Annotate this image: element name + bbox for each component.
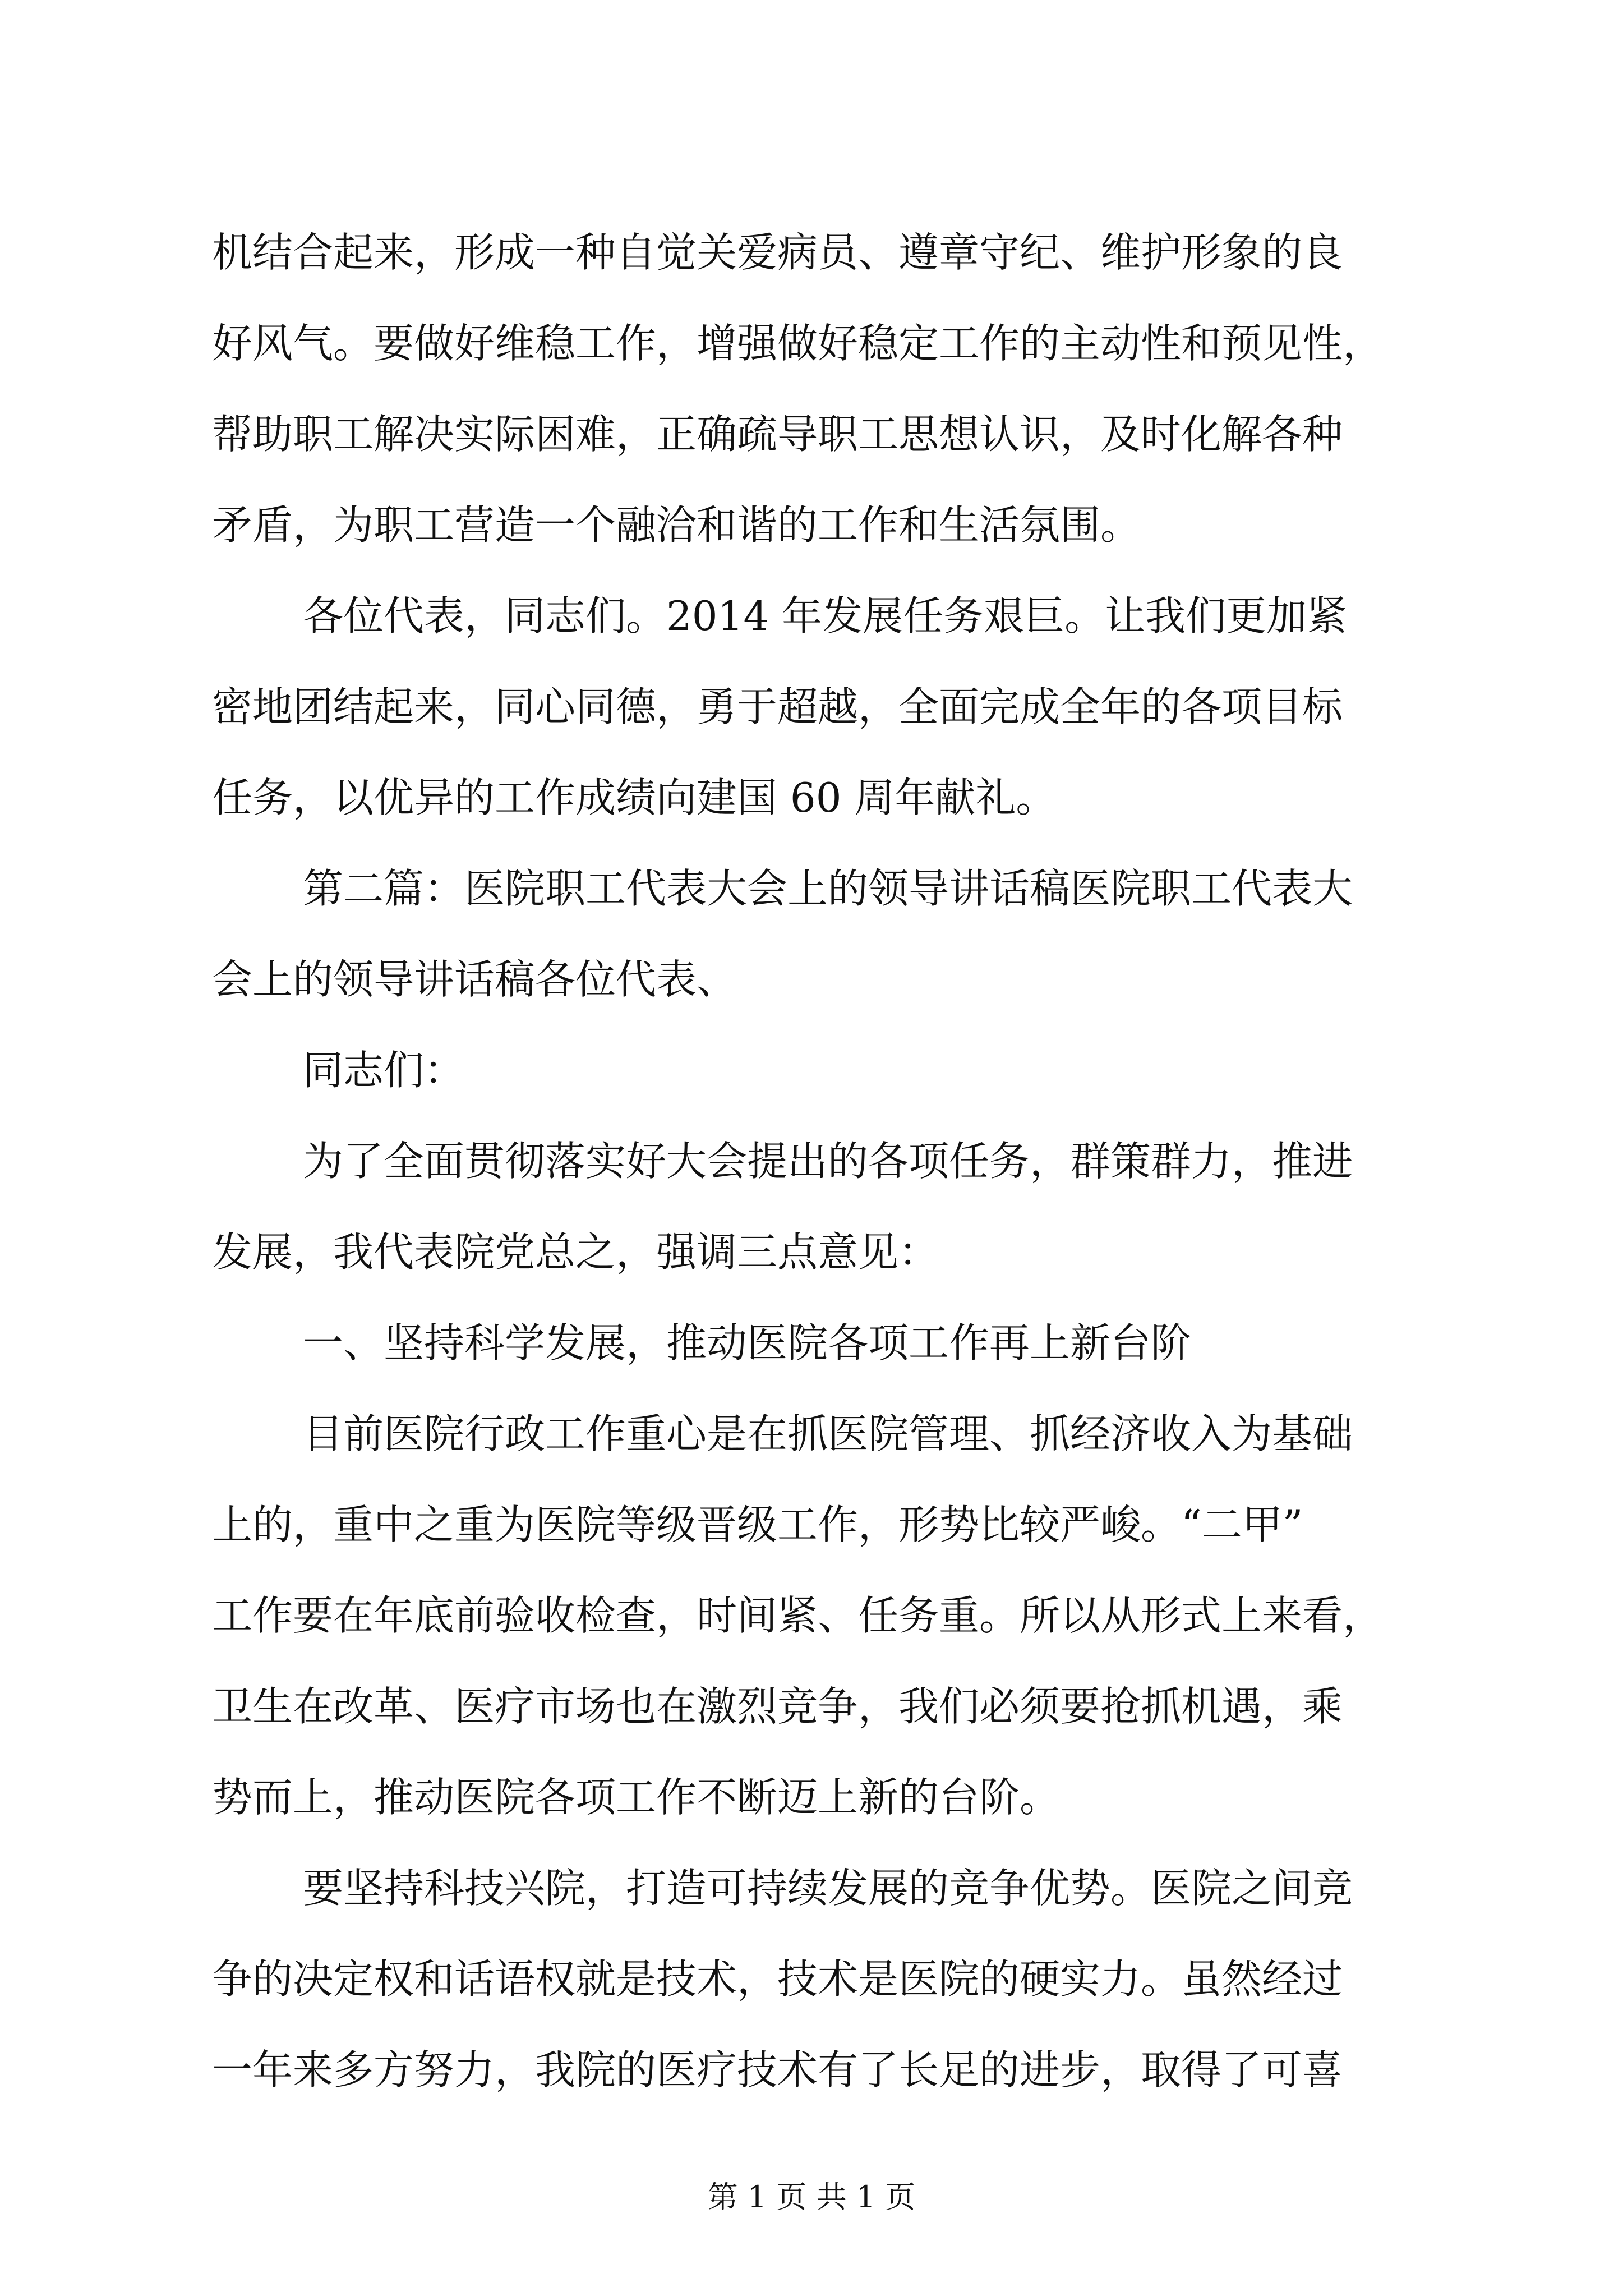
body-line: 工作要在年底前验收检查，时间紧、任务重。所以从形式上来看， — [212, 1592, 1384, 1639]
body-line: 一年来多方努力，我院的医疗技术有了长足的进步，取得了可喜 — [212, 2046, 1343, 2093]
body-line: 会上的领导讲话稿各位代表、 — [212, 956, 737, 1003]
body-line: 矛盾，为职工营造一个融洽和谐的工作和生活氛围。 — [212, 501, 1141, 549]
body-line: 帮助职工解决实际困难，正确疏导职工思想认识，及时化解各种 — [212, 411, 1343, 458]
body-line: 好风气。要做好维稳工作，增强做好稳定工作的主动性和预见性， — [212, 320, 1384, 367]
body-line: 势而上，推动医院各项工作不断迈上新的台阶。 — [212, 1774, 1061, 1821]
body-line: 各位代表，同志们。2014 年发展任务艰巨。让我们更加紧 — [303, 592, 1348, 639]
body-line: 同志们： — [303, 1047, 465, 1094]
body-line: 一、坚持科学发展，推动医院各项工作再上新台阶 — [303, 1319, 1192, 1366]
body-line: 上的，重中之重为医院等级晋级工作，形势比较严峻。“二甲” — [212, 1501, 1303, 1548]
body-line: 机结合起来，形成一种自觉关爱病员、遵章守纪、维护形象的良 — [212, 229, 1343, 276]
body-line: 要坚持科技兴院，打造可持续发展的竞争优势。医院之间竞 — [303, 1865, 1353, 1912]
body-line: 卫生在改革、医疗市场也在激烈竞争，我们必须要抢抓机遇，乘 — [212, 1683, 1343, 1730]
body-line: 发展，我代表院党总之，强调三点意见： — [212, 1228, 939, 1276]
page-footer: 第 1 页 共 1 页 — [707, 2179, 916, 2215]
body-line: 任务，以优异的工作成绩向建国 60 周年献礼。 — [212, 774, 1057, 821]
body-line: 为了全面贯彻落实好大会提出的各项任务，群策群力，推进 — [303, 1138, 1353, 1185]
body-line: 争的决定权和话语权就是技术，技术是医院的硬实力。虽然经过 — [212, 1955, 1343, 2003]
body-line: 密地团结起来，同心同德，勇于超越，全面完成全年的各项目标 — [212, 683, 1343, 730]
body-line: 第二篇：医院职工代表大会上的领导讲话稿医院职工代表大 — [303, 865, 1353, 912]
body-line: 目前医院行政工作重心是在抓医院管理、抓经济收入为基础 — [303, 1410, 1353, 1457]
